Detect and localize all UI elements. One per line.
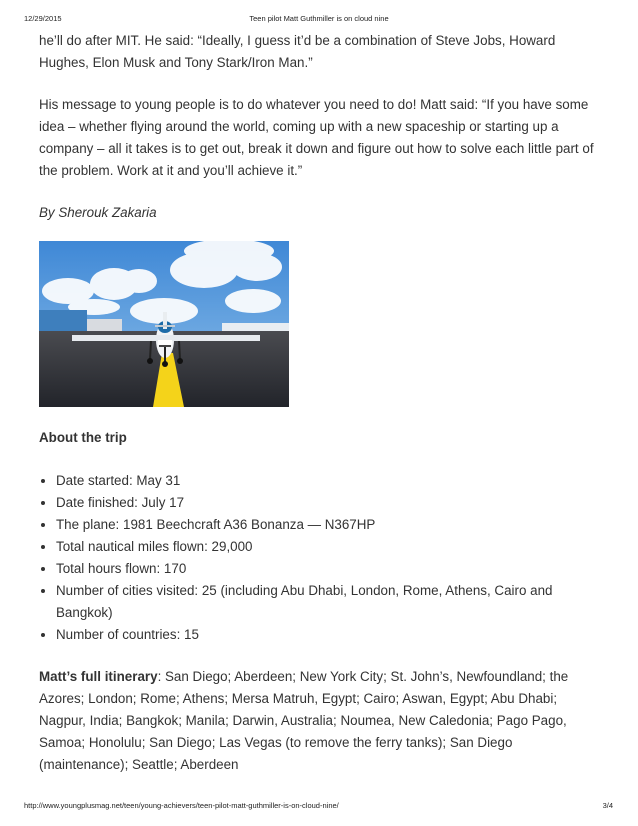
- author-byline: By Sherouk Zakaria: [39, 205, 157, 220]
- itinerary-text: : San Diego; Aberdeen; New York City; St. John’s, Newfoundland; the Azores; London; Rome; Athens; Mersa Matruh, Egypt; Cairo; Aswan, Egypt; Abu Dhabi; Nagpur, India; Bangkok; Manila; Darwin, Australia; Noumea, New Caledonia; Pago Pago, Samoa; Honolulu; San Diego; Las Vegas (to remove the ferry tanks); San Diego (maintenance); Seattle; Aberdeen: [39, 669, 569, 772]
- airplane-photo: [39, 241, 289, 407]
- source-url: http://www.youngplusmag.net/teen/young-achievers/teen-pilot-matt-guthmiller-is-on-cloud-nine/: [24, 801, 339, 810]
- trip-fact-nautical-miles: • Total nautical miles flown: 29,000: [56, 536, 604, 558]
- trip-fact-date-finished: • Date finished: July 17: [56, 492, 604, 514]
- about-trip-heading: About the trip: [39, 430, 127, 445]
- page-number: 3/4: [602, 801, 613, 810]
- print-header: [0, 14, 638, 28]
- trip-fact-cities-visited: • Number of cities visited: 25 (including Abu Dhabi, London, Rome, Athens, Cairo and Bangkok): [56, 580, 604, 624]
- print-date: 12/29/2015: [24, 14, 62, 23]
- trip-fact-hours-flown: • Total hours flown: 170: [56, 558, 604, 580]
- itinerary-paragraph: [39, 666, 604, 776]
- trip-facts-list: [39, 470, 604, 646]
- trip-fact-date-started: • Date started: May 31: [56, 470, 604, 492]
- print-page-title: Teen pilot Matt Guthmiller is on cloud nine: [249, 14, 389, 23]
- article-content: [39, 30, 604, 796]
- article-paragraph-message: His message to young people is to do whatever you need to do! Matt said: “If you have some idea – whether flying around the world, coming up with a new spaceship or starting up a company – all it takes is to get out, break it down and figure out how to solve each little part of the problem. Work at it and you’ll achieve it.”: [39, 97, 594, 178]
- article-paragraph-quote-mit: he’ll do after MIT. He said: “Ideally, I guess it’d be a combination of Steve Jobs, Howard Hughes, Elon Musk and Tony Stark/Iron Man.”: [39, 33, 556, 70]
- trip-fact-plane: • The plane: 1981 Beechcraft A36 Bonanza — N367HP: [56, 514, 604, 536]
- airplane-on-tarmac-image: [39, 241, 289, 407]
- itinerary-label: Matt’s full itinerary: [39, 669, 158, 684]
- trip-fact-countries: • Number of countries: 15: [56, 624, 604, 646]
